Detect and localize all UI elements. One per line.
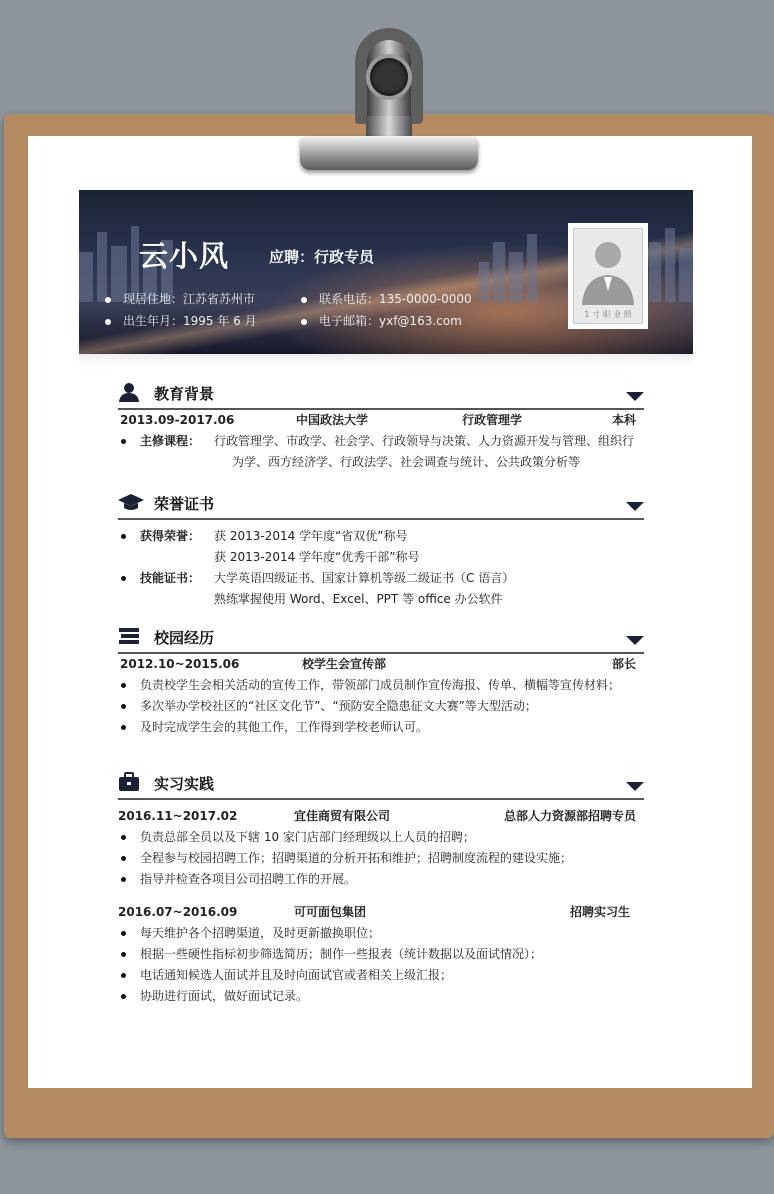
phone-text: 联系电话：135-0000-0000 <box>319 292 472 306</box>
campus-row <box>118 654 644 675</box>
list-item: 负责校学生会相关活动的宣传工作，带领部门成员制作宣传海报、传单、横幅等宣传材料； <box>118 675 644 696</box>
list-item: 多次举办学校社区的“社区文化节”、“预防安全隐患征文大赛”等大型活动； <box>118 696 644 717</box>
section-title: 荣誉证书 <box>154 495 215 513</box>
award-2: 获 2013-2014 学年度“优秀干部”称号 <box>214 550 420 564</box>
birth-text: 出生年月：1995 年 6 月 <box>123 314 257 328</box>
photo-caption: 1 寸 职 业 照 <box>584 310 632 319</box>
honors-section <box>118 490 644 610</box>
education-school: 中国政法大学 <box>296 413 369 427</box>
award-1: 获 2013-2014 学年度“省双优”称号 <box>214 529 408 543</box>
triangle-icon <box>626 392 644 401</box>
list-item: 指导并检查各项目公司招聘工作的开展。 <box>118 869 644 890</box>
skill-2: 熟练掌握使用 Word、Excel、PPT 等 office 办公软件 <box>214 592 503 606</box>
skills-item-cont <box>118 589 644 610</box>
header-shadow <box>79 354 693 366</box>
job1-period: 2016.11~2017.02 <box>118 809 238 823</box>
education-major: 行政管理学 <box>462 413 523 427</box>
job2-company: 可可面包集团 <box>294 905 367 919</box>
awards-item <box>118 526 644 547</box>
courses-line1: 行政管理学、市政学、社会学、行政领导与决策、人力资源开发与管理、组织行 <box>214 434 635 448</box>
graduation-cap-icon <box>118 492 144 512</box>
skill-1: 大学英语四级证书、国家计算机等级二级证书（C 语言） <box>214 571 515 585</box>
books-icon <box>118 626 140 646</box>
briefcase-icon <box>118 772 140 792</box>
list-item: 每天维护各个招聘渠道，及时更新撤换职位； <box>118 923 644 944</box>
list-item: 负责总部全员以及下辖 10 家门店部门经理级以上人员的招聘； <box>118 827 644 848</box>
residence-text: 现居住地：江苏省苏州市 <box>123 292 256 306</box>
job-row <box>118 806 644 827</box>
birth-info <box>105 312 257 329</box>
education-section <box>118 380 644 473</box>
awards-label: 获得荣誉： <box>140 529 201 543</box>
campus-role: 部长 <box>611 657 636 671</box>
skills-item <box>118 568 644 589</box>
triangle-icon <box>626 782 644 791</box>
education-degree: 本科 <box>611 413 636 427</box>
person-icon <box>118 382 140 402</box>
courses-item-cont <box>118 452 644 473</box>
applied-position: 应聘：行政专员 <box>269 248 375 266</box>
list-item: 全程参与校园招聘工作；招聘渠道的分析开拓和维护；招聘制度流程的建设实施； <box>118 848 644 869</box>
list-item: 协助进行面试，做好面试记录。 <box>118 986 644 1007</box>
list-item: 根据一些硬性指标初步筛选简历；制作一些报表（统计数据以及面试情况）； <box>118 944 644 965</box>
campus-section <box>118 624 644 738</box>
section-title: 实习实践 <box>154 775 215 793</box>
triangle-icon <box>626 502 644 511</box>
campus-period: 2012.10~2015.06 <box>120 657 240 671</box>
avatar-icon <box>574 229 642 309</box>
job2-period: 2016.07~2016.09 <box>118 905 238 919</box>
courses-label: 主修课程： <box>140 434 201 448</box>
courses-item <box>118 431 644 452</box>
education-period: 2013.09-2017.06 <box>120 413 235 427</box>
list-item: 电话通知候选人面试并且及时向面试官或者相关上级汇报； <box>118 965 644 986</box>
section-title: 教育背景 <box>154 385 215 403</box>
job1-role: 总部人力资源部招聘专员 <box>503 809 636 823</box>
campus-org: 校学生会宣传部 <box>302 657 387 671</box>
job2-role: 招聘实习生 <box>569 905 630 919</box>
list-item: 及时完成学生会的其他工作，工作得到学校老师认可。 <box>118 717 644 738</box>
binder-clip-icon <box>300 28 478 178</box>
job1-company: 宜佳商贸有限公司 <box>294 809 391 823</box>
courses-line2: 为学、西方经济学、行政法学、社会调查与统计、公共政策分析等 <box>232 455 581 469</box>
residence-info <box>105 290 255 307</box>
skills-label: 技能证书： <box>140 571 201 585</box>
awards-item-cont <box>118 547 644 568</box>
candidate-name: 云小风 <box>139 239 230 273</box>
email-text: 电子邮箱：yxf@163.com <box>319 314 462 328</box>
email-info <box>301 312 462 329</box>
profile-photo <box>568 223 648 329</box>
resume-header <box>79 190 693 354</box>
job-row <box>118 902 644 923</box>
internship-section <box>118 770 644 1007</box>
section-title: 校园经历 <box>154 629 215 647</box>
triangle-icon <box>626 636 644 645</box>
phone-info <box>301 290 472 307</box>
education-row <box>118 410 644 431</box>
